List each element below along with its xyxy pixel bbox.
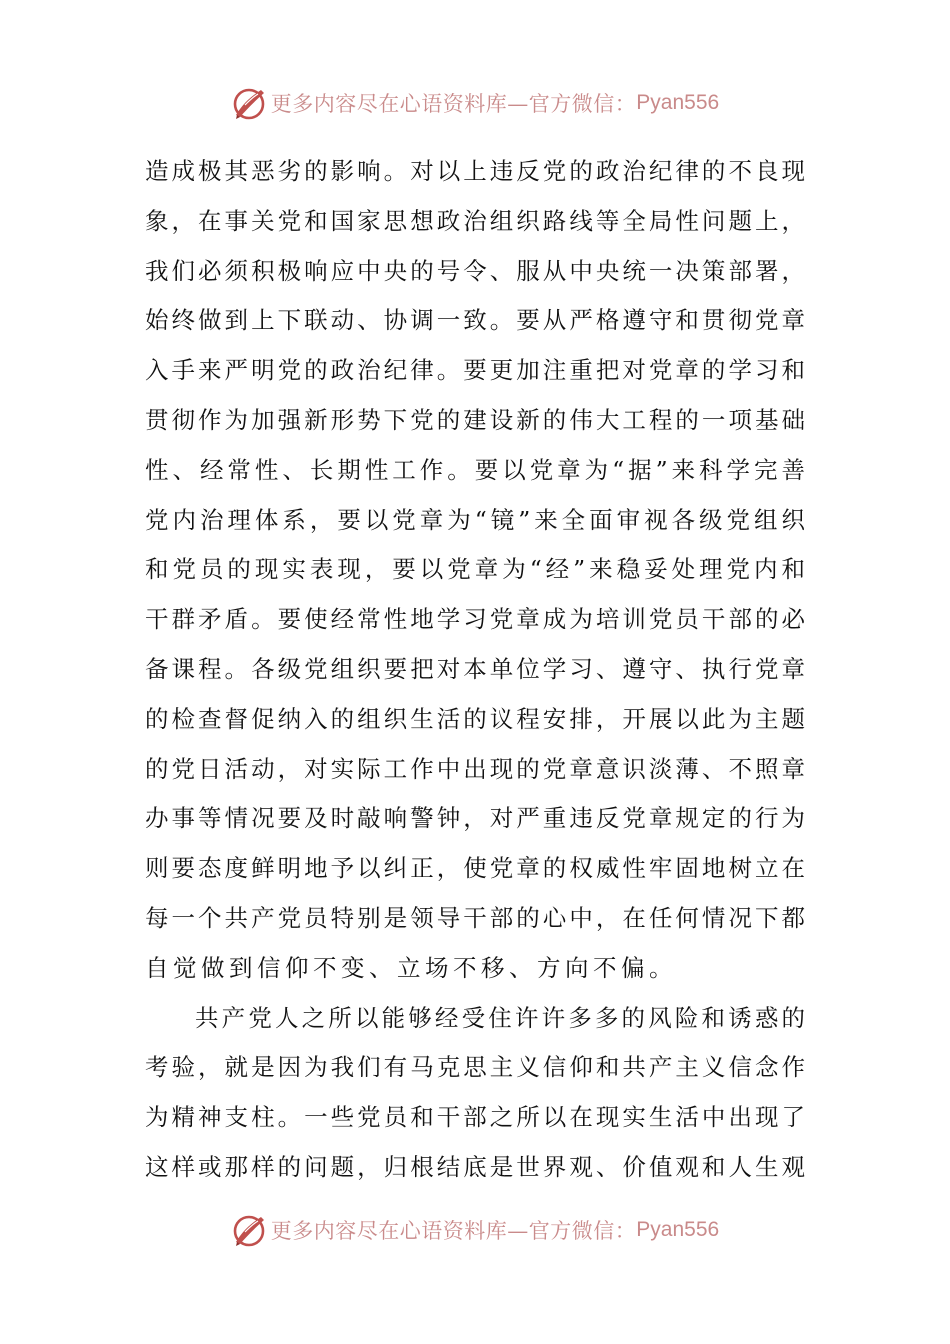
header-site-text: 更多内容尽在心语资料库—官方微信： — [270, 92, 637, 116]
text-line: 备课程。各级党组织要把对本单位学习、遵守、执行党章 — [145, 654, 805, 683]
paragraph-1 — [145, 147, 805, 994]
text-line: 自觉做到信仰不变、立场不移、方向不偏。 — [145, 953, 677, 982]
document-body — [145, 147, 805, 1193]
paragraph-2 — [145, 994, 805, 1193]
text-line: 象，在事关党和国家思想政治组织路线等全局性问题上， — [145, 206, 805, 235]
header-watermark — [0, 83, 950, 123]
text-line: 和党员的现实表现，要以党章为“经”来稳妥处理党内和 — [145, 555, 805, 584]
text-line: 入手来严明党的政治纪律。要更加注重把对党章的学习和 — [145, 356, 805, 385]
text-line: 办事等情况要及时敲响警钟，对严重违反党章规定的行为 — [145, 804, 805, 833]
text-line: 则要态度鲜明地予以纠正，使党章的权威性牢固地树立在 — [145, 854, 805, 883]
footer-watermark — [0, 1210, 950, 1250]
text-line: 考验，就是因为我们有马克思主义信仰和共产主义信念作 — [145, 1053, 805, 1082]
text-line: 为精神支柱。一些党员和干部之所以在现实生活中出现了 — [145, 1103, 805, 1132]
header-wechat-id: Pyan556 — [636, 91, 720, 114]
footer-site-text: 更多内容尽在心语资料库—官方微信： — [270, 1219, 637, 1243]
text-line: 的检查督促纳入的组织生活的议程安排，开展以此为主题 — [145, 704, 805, 733]
text-line: 性、经常性、长期性工作。要以党章为“据”来科学完善 — [145, 455, 805, 484]
text-line: 每一个共产党员特别是领导干部的心中，在任何情况下都 — [145, 903, 805, 932]
pen-nib-logo-icon — [231, 85, 267, 121]
text-line: 的党日活动，对实际工作中出现的党章意识淡薄、不照章 — [145, 754, 805, 783]
text-line: 贯彻作为加强新形势下党的建设新的伟大工程的一项基础 — [145, 405, 805, 434]
text-line: 始终做到上下联动、协调一致。要从严格遵守和贯彻党章 — [145, 306, 805, 335]
text-line: 我们必须积极响应中央的号令、服从中央统一决策部署， — [145, 256, 805, 285]
text-line: 党内治理体系，要以党章为“镜”来全面审视各级党组织 — [145, 505, 805, 534]
text-line: 造成极其恶劣的影响。对以上违反党的政治纪律的不良现 — [145, 157, 805, 185]
text-line: 干群矛盾。要使经常性地学习党章成为培训党员干部的必 — [145, 605, 805, 634]
footer-wechat-id: Pyan556 — [636, 1218, 720, 1241]
pen-nib-logo-icon — [231, 1212, 267, 1248]
text-line: 共产党人之所以能够经受住许许多多的风险和诱惑的 — [195, 1003, 805, 1032]
text-line: 这样或那样的问题，归根结底是世界观、价值观和人生观 — [145, 1152, 805, 1181]
